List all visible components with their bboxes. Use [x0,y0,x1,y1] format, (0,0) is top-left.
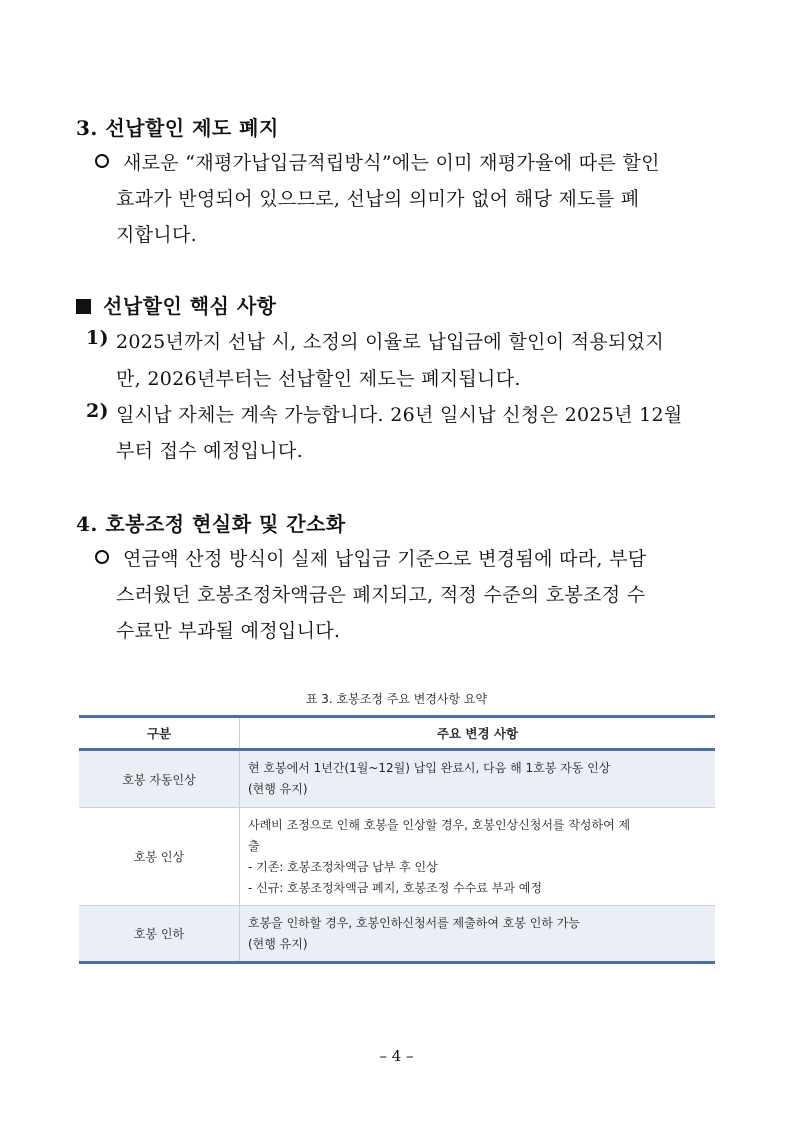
section-3-line-3: 지합니다. [116,224,197,246]
key-point-1-marker: 1) [86,327,109,349]
page-number: – 4 – [379,1047,414,1065]
desc-line: 호봉을 인하할 경우, 호봉인하신청서를 제출하여 호봉 인하 가능 [248,915,580,930]
row-description [240,808,716,906]
section-3-line-1: 새로운 “재평가납입금적립방식”에는 이미 재평가율에 따른 할인 [123,152,660,174]
key-point-2-line-2: 부터 접수 예정입니다. [116,440,303,462]
desc-line: 사례비 조정으로 인해 호봉을 인상할 경우, 호봉인상신청서를 작성하여 제 [248,817,631,832]
key-points-title [76,290,277,319]
desc-line: (현행 유지) [248,936,308,951]
table-row [79,750,715,808]
section-4-title: 4. 호봉조정 현실화 및 간소화 [76,512,346,536]
section-3-line-2: 효과가 반영되어 있으므로, 선납의 의미가 없어 해당 제도를 폐 [116,188,640,210]
key-point-1-line-2: 만, 2026년부터는 선납할인 제도는 폐지됩니다. [116,368,521,390]
row-description [240,750,716,808]
desc-line: 출 [248,838,260,853]
square-bullet-icon [76,299,91,314]
key-point-2-line-1: 일시납 자체는 계속 가능합니다. 26년 일시납 신청은 2025년 12월 [116,404,683,426]
section-4-line-3: 수료만 부과될 예정입니다. [116,620,341,642]
bullet-circle-icon [95,550,109,564]
row-category: 호봉 인하 [79,906,240,963]
section-4-line-2: 스러웠던 호봉조정차액금은 폐지되고, 적정 수준의 호봉조정 수 [116,584,646,606]
row-category: 호봉 자동인상 [79,750,240,808]
header-category: 구분 [79,717,240,750]
desc-line: 현 호봉에서 1년간(1월~12월) 납입 완료시, 다음 해 1호봉 자동 인상 [248,761,611,775]
key-point-1-line-1: 2025년까지 선납 시, 소정의 이율로 납입금에 할인이 적용되었지 [116,331,664,353]
desc-line: - 기존: 호봉조정차액금 납부 후 인상 [248,859,438,874]
header-changes: 주요 변경 사항 [240,717,716,750]
section-3-title: 3. 선납할인 제도 폐지 [76,116,279,140]
desc-line: (현행 유지) [248,782,308,796]
row-description [240,906,716,963]
table-caption: 표 3. 호봉조정 주요 변경사항 요약 [305,692,488,706]
row-category: 호봉 인상 [79,808,240,906]
table-row [79,906,715,963]
bullet-circle-icon [95,154,109,168]
key-points-title-text: 선납할인 핵심 사항 [103,294,277,318]
table-row [79,808,715,906]
section-4-line-1: 연금액 산정 방식이 실제 납입금 기준으로 변경됨에 따라, 부담 [123,548,647,570]
key-point-2-marker: 2) [86,400,109,422]
desc-line: - 신규: 호봉조정차액금 폐지, 호봉조정 수수료 부과 예정 [248,880,542,895]
table-header-row [79,717,715,750]
changes-table [79,715,715,964]
